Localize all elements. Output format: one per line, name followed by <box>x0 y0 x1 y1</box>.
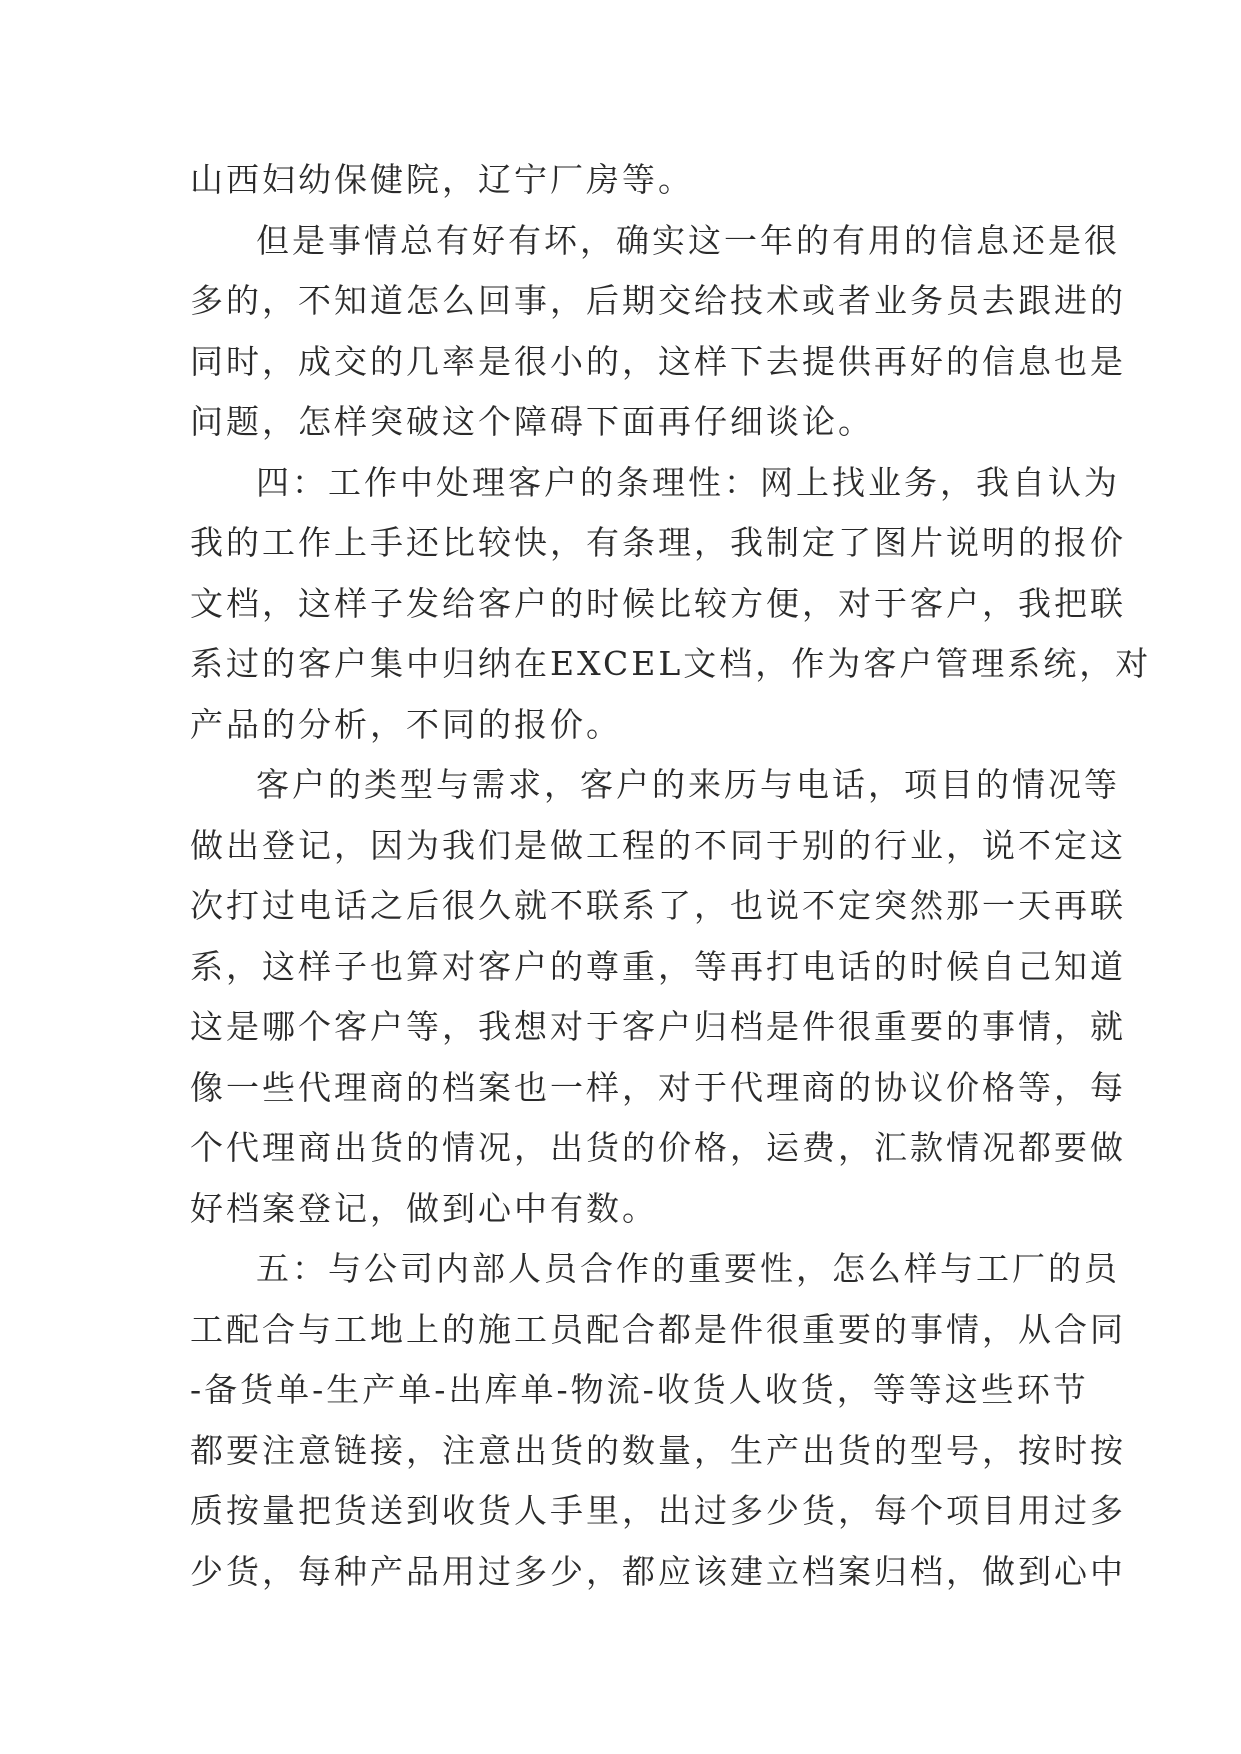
text-line: 五：与公司内部人员合作的重要性，怎么样与工厂的员 <box>256 1249 1120 1288</box>
text-line: 这是哪个客户等，我想对于客户归档是件很重要的事情，就 <box>190 1007 1126 1046</box>
text-line: 四：工作中处理客户的条理性：网上找业务，我自认为 <box>256 462 1120 502</box>
body-text <box>190 150 1152 1602</box>
text-line: 做出登记，因为我们是做工程的不同于别的行业，说不定这 <box>190 825 1126 865</box>
text-line: 次打过电话之后很久就不联系了，也说不定突然那一天再联 <box>190 886 1126 925</box>
text-line: 但是事情总有好有坏，确实这一年的有用的信息还是很 <box>256 220 1120 260</box>
text-line: 问题，怎样突破这个障碍下面再仔细谈论。 <box>190 402 874 441</box>
text-line: 我的工作上手还比较快，有条理，我制定了图片说明的报价 <box>190 523 1126 562</box>
text-line: 都要注意链接，注意出货的数量，生产出货的型号，按时按 <box>190 1430 1126 1470</box>
text-line: 产品的分析，不同的报价。 <box>190 704 622 744</box>
text-line: 少货，每种产品用过多少，都应该建立档案归档，做到心中 <box>190 1551 1126 1591</box>
text-line: 质按量把货送到收货人手里，出过多少货，每个项目用过多 <box>190 1491 1126 1530</box>
text-line: 多的，不知道怎么回事，后期交给技术或者业务员去跟进的 <box>190 281 1126 320</box>
text-line: 好档案登记，做到心中有数。 <box>190 1188 658 1228</box>
text-line: 个代理商出货的情况，出货的价格，运费，汇款情况都要做 <box>190 1128 1126 1167</box>
text-line: 文档，这样子发给客户的时候比较方便，对于客户，我把联 <box>190 583 1126 623</box>
text-line: 像一些代理商的档案也一样，对于代理商的协议价格等，每 <box>190 1067 1126 1107</box>
text-line: 工配合与工地上的施工员配合都是件很重要的事情，从合同 <box>190 1309 1126 1349</box>
text-line: -备货单-生产单-出库单-物流-收货人收货，等等这些环节 <box>190 1370 1089 1409</box>
text-line: 同时，成交的几率是很小的，这样下去提供再好的信息也是 <box>190 341 1126 381</box>
text-line: 山西妇幼保健院，辽宁厂房等。 <box>190 160 694 199</box>
text-line: 客户的类型与需求，客户的来历与电话，项目的情况等 <box>256 765 1120 804</box>
text-line: 系过的客户集中归纳在EXCEL文档，作为客户管理系统，对 <box>190 644 1152 683</box>
text-line: 系，这样子也算对客户的尊重，等再打电话的时候自己知道 <box>190 946 1126 986</box>
